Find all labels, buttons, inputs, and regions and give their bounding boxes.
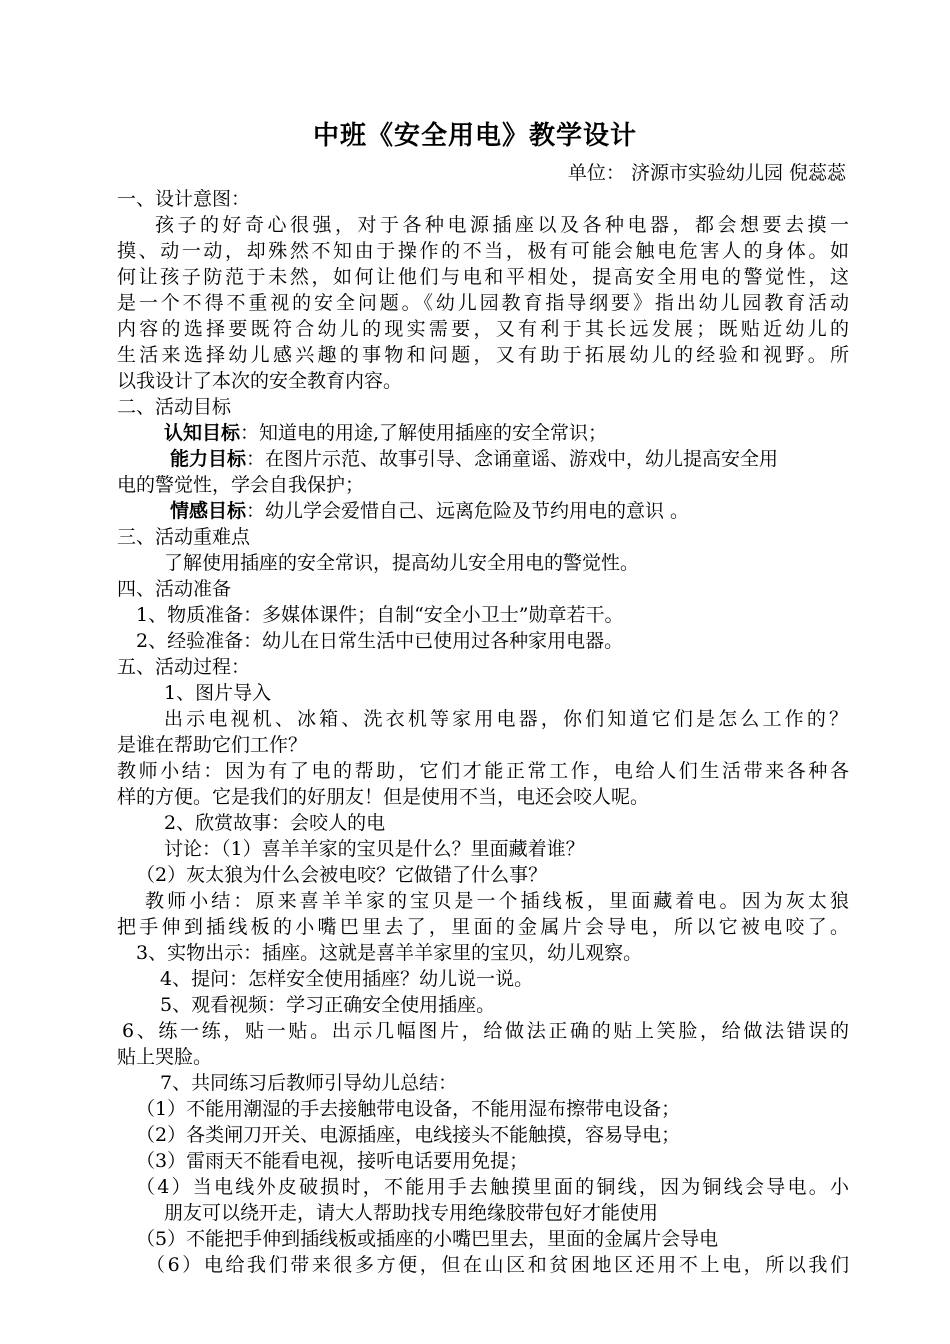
goal-text: ：知道电的用途,了解使用插座的安全常识； (240, 422, 608, 444)
section-heading: 二、活动目标 (117, 396, 232, 418)
document-title: 中班《安全用电》教学设计 (312, 121, 637, 151)
list-item: 3、实物出示：插座。这就是喜羊羊家里的宝贝，幼儿观察。 (136, 942, 643, 964)
list-item: 7、共同练习后教师引导幼儿总结： (160, 1072, 458, 1094)
paragraph-line: 以我设计了本次的安全教育内容。 (117, 370, 403, 392)
paragraph-line: 孩子的好奇心很强，对于各种电源插座以及各种电器，都会想要去摸一 (155, 214, 849, 236)
goal-line (170, 498, 689, 524)
goal-text: ：在图片示范、故事引导、念诵童谣、游戏中，幼儿提高安全用 (246, 448, 779, 470)
subsection-heading: 2、欣赏故事：会咬人的电 (164, 812, 386, 834)
list-item: 朋友可以绕开走，请大人帮助找专用绝缘胶带包好才能使用 (164, 1202, 659, 1224)
paragraph-line: 了解使用插座的安全常识，提高幼儿安全用电的警觉性。 (164, 552, 640, 574)
list-item: 6、练一练，贴一贴。出示几幅图片，给做法正确的贴上笑脸，给做法错误的 (122, 1020, 849, 1042)
list-item: 4、提问：怎样安全使用插座？幼儿说一说。 (160, 968, 534, 990)
list-item: （2）各类闸刀开关、电源插座，电线接头不能触摸，容易导电； (136, 1124, 681, 1146)
goal-line (164, 420, 607, 446)
paragraph-line: 教师小结：原来喜羊羊家的宝贝是一个插线板，里面藏着电。因为灰太狼 (145, 890, 849, 912)
section-heading: 三、活动重难点 (117, 526, 251, 548)
list-item: 5、观看视频：学习正确安全使用插座。 (160, 994, 496, 1016)
paragraph-line: 是一个不得不重视的安全问题。《幼儿园教育指导纲要》指出幼儿园教育活动 (117, 292, 849, 314)
paragraph-line: 把手伸到插线板的小嘴巴里去了，里面的金属片会导电，所以它被电咬了。 (117, 916, 849, 938)
paragraph-line: （2）灰太狼为什么会被电咬？它做错了什么事？ (136, 864, 548, 886)
paragraph-line: 出示电视机、冰箱、洗衣机等家用电器，你们知道它们是怎么工作的？ (164, 708, 848, 730)
paragraph-line: 何让孩子防范于未然，如何让他们与电和平相处，提高安全用电的警觉性，这 (117, 266, 849, 288)
list-item: （4）当电线外皮破损时，不能用手去触摸里面的铜线，因为铜线会导电。小 (136, 1176, 849, 1198)
goal-label: 认知目标 (164, 422, 241, 444)
paragraph-line: 摸、动一动，却殊然不知由于操作的不当，极有可能会触电危害人的身体。如 (117, 240, 849, 262)
goal-label: 能力目标 (170, 448, 247, 470)
section-heading: 四、活动准备 (117, 578, 232, 600)
paragraph-line: 样的方便。它是我们的好朋友！但是使用不当，电还会咬人呢。 (117, 786, 650, 808)
section-heading: 五、活动过程： (117, 656, 251, 678)
list-item: （6）电给我们带来很多方便，但在山区和贫困地区还用不上电，所以我们 (146, 1254, 849, 1276)
paragraph-line: 是谁在帮助它们工作？ (117, 734, 308, 756)
list-item: （5）不能把手伸到插线板或插座的小嘴巴里去，里面的金属片会导电 (136, 1228, 719, 1250)
list-item: 1、物质准备：多媒体课件；自制“安全小卫士”勋章若干。 (136, 604, 624, 626)
paragraph-line: 内容的选择要既符合幼儿的现实需要，又有利于其长远发展；既贴近幼儿的 (117, 318, 849, 340)
goal-line (170, 446, 848, 472)
subsection-heading: 1、图片导入 (164, 682, 272, 704)
paragraph-line: 教师小结：因为有了电的帮助，它们才能正常工作，电给人们生活带来各种各 (117, 760, 849, 782)
author-unit: 单位： 济源市实验幼儿园 倪蕊蕊 (567, 162, 846, 184)
list-item: （1）不能用潮湿的手去接触带电设备，不能用湿布擦带电设备； (136, 1098, 681, 1120)
paragraph-line: 电的警觉性，学会自我保护； (117, 474, 365, 496)
paragraph-line: 生活来选择幼儿感兴趣的事物和问题，又有助于拓展幼儿的经验和视野。所 (117, 344, 849, 366)
list-item: （3）雷雨天不能看电视，接听电话要用免提； (136, 1150, 529, 1172)
section-heading: 一、设计意图： (117, 188, 251, 210)
paragraph-line: 讨论：（1）喜羊羊家的宝贝是什么？里面藏着谁？ (164, 838, 585, 860)
goal-label: 情感目标 (170, 500, 247, 522)
paragraph-line: 贴上哭脸。 (117, 1046, 213, 1068)
list-item: 2、经验准备：幼儿在日常生活中已使用过各种家用电器。 (136, 630, 624, 652)
goal-text: ：幼儿学会爱惜自己、远离危险及节约用电的意识 。 (246, 500, 690, 522)
